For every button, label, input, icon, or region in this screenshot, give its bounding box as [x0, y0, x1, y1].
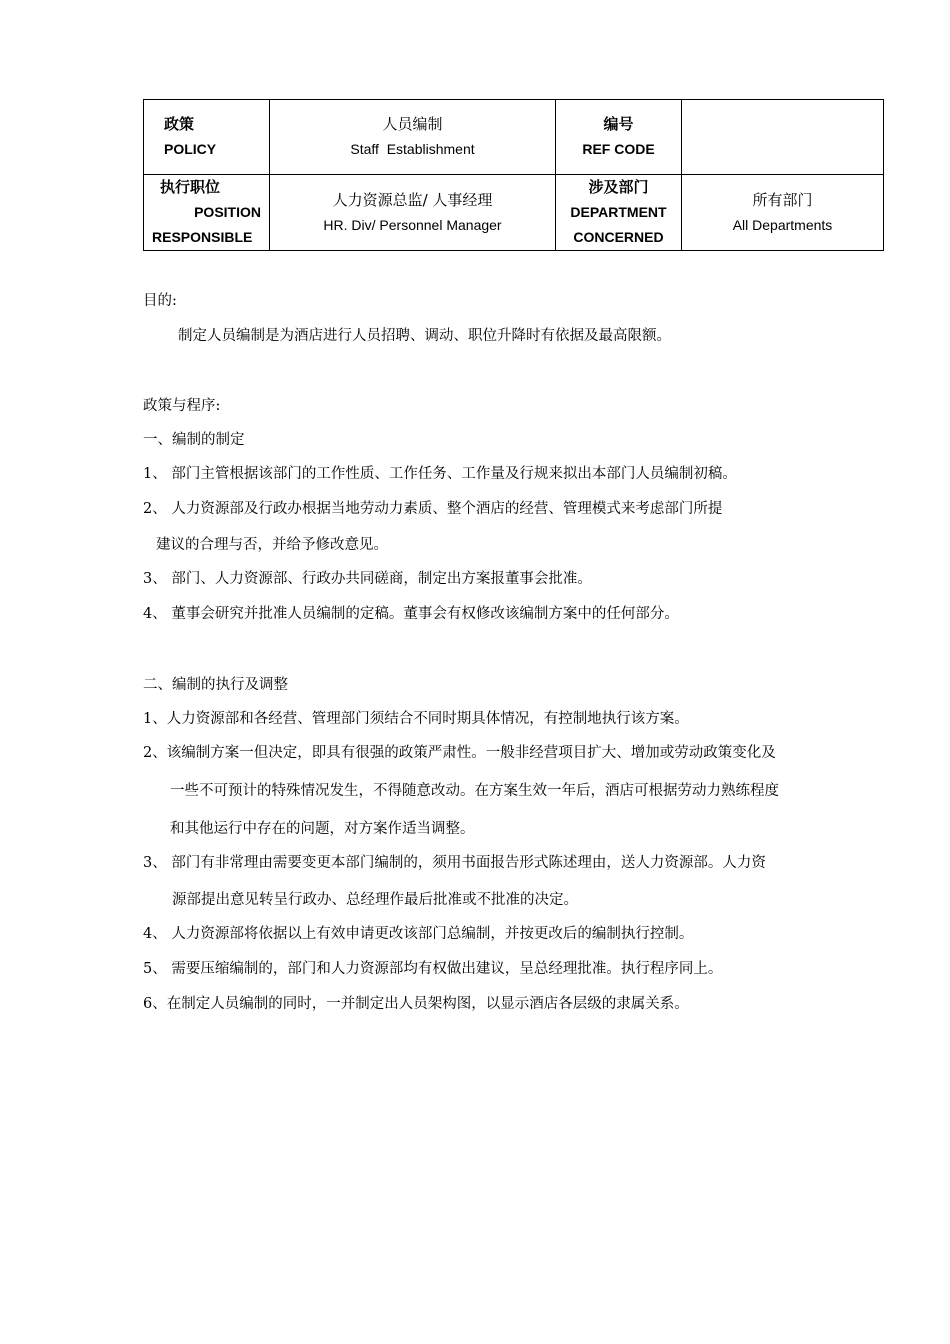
department-value-cell [682, 175, 884, 251]
ref-label-en: REF CODE [582, 141, 655, 157]
position-label-cell [144, 175, 270, 251]
policy-label-en: POLICY [164, 141, 217, 157]
policy-label-zh: 政策 [164, 115, 195, 133]
position-label-zh: 执行职位 [160, 178, 221, 196]
section2-item-6: 6、在制定人员编制的同时，一并制定出人员架构图，以显示酒店各层级的隶属关系。 [143, 996, 689, 1012]
position-label-en2: RESPONSIBLE [152, 229, 253, 245]
section2-item-3-line2: 源部提出意见转呈行政办、总经理作最后批准或不批准的决定。 [172, 892, 578, 908]
section2-item-1: 1、人力资源部和各经营、管理部门须结合不同时期具体情况，有控制地执行该方案。 [143, 711, 689, 727]
dept-label-en2: CONCERNED [573, 229, 664, 245]
policy-value-cell [270, 100, 556, 175]
policy-value-zh: 人员编制 [382, 115, 443, 133]
dept-value-zh: 所有部门 [752, 190, 813, 209]
dept-label-en1: DEPARTMENT [570, 204, 667, 220]
policy-heading: 政策与程序: [143, 398, 221, 414]
section2-item-4: 4、 人力资源部将依据以上有效申请更改该部门总编制，并按更改后的编制执行控制。 [143, 926, 694, 942]
section2-item-2-line3: 和其他运行中存在的问题，对方案作适当调整。 [170, 821, 475, 837]
position-value-zh: 人力资源总监/ 人事经理 [332, 190, 493, 209]
ref-label-zh: 编号 [603, 115, 634, 133]
header-table [143, 99, 884, 251]
department-label-cell [556, 175, 682, 251]
policy-value-en: Staff Establishment [350, 141, 475, 157]
dept-label-zh: 涉及部门 [588, 178, 649, 196]
section2-item-2-line2: 一些不可预计的特殊情况发生，不得随意改动。在方案生效一年后，酒店可根据劳动力熟练程度 [170, 783, 779, 799]
section1-item-2-line1: 2、 人力资源部及行政办根据当地劳动力素质、整个酒店的经营、管理模式来考虑部门所提 [143, 501, 723, 517]
section1-item-3: 3、 部门、人力资源部、行政办共同磋商，制定出方案报董事会批准。 [143, 571, 592, 587]
position-label-en1: POSITION [194, 204, 261, 220]
purpose-text: 制定人员编制是为酒店进行人员招聘、调动、职位升降时有依据及最高限额。 [178, 328, 671, 344]
section1-title: 一、编制的制定 [143, 432, 245, 448]
section2-item-2-line1: 2、该编制方案一但决定，即具有很强的政策严肃性。一般非经营项目扩大、增加或劳动政策变化及 [143, 745, 776, 761]
policy-label-cell [144, 100, 270, 175]
position-value-en: HR. Div/ Personnel Manager [323, 216, 502, 233]
section2-item-5: 5、 需要压缩编制的，部门和人力资源部均有权做出建议，呈总经理批准。执行程序同上。 [143, 961, 723, 977]
section1-item-1: 1、 部门主管根据该部门的工作性质、工作任务、工作量及行规来拟出本部门人员编制初稿。 [143, 466, 737, 482]
section2-title: 二、编制的执行及调整 [143, 677, 288, 693]
section1-item-2-line2: 建议的合理与否，并给予修改意见。 [156, 537, 388, 553]
ref-code-value-cell [682, 100, 884, 175]
position-value-cell [270, 175, 556, 251]
dept-value-en: All Departments [732, 216, 833, 233]
section1-item-4: 4、 董事会研究并批准人员编制的定稿。董事会有权修改该编制方案中的任何部分。 [143, 606, 679, 622]
ref-code-label-cell [556, 100, 682, 175]
purpose-heading: 目的: [143, 293, 177, 309]
section2-item-3-line1: 3、 部门有非常理由需要变更本部门编制的，须用书面报告形式陈述理由，送人力资源部。人力资 [143, 855, 766, 871]
